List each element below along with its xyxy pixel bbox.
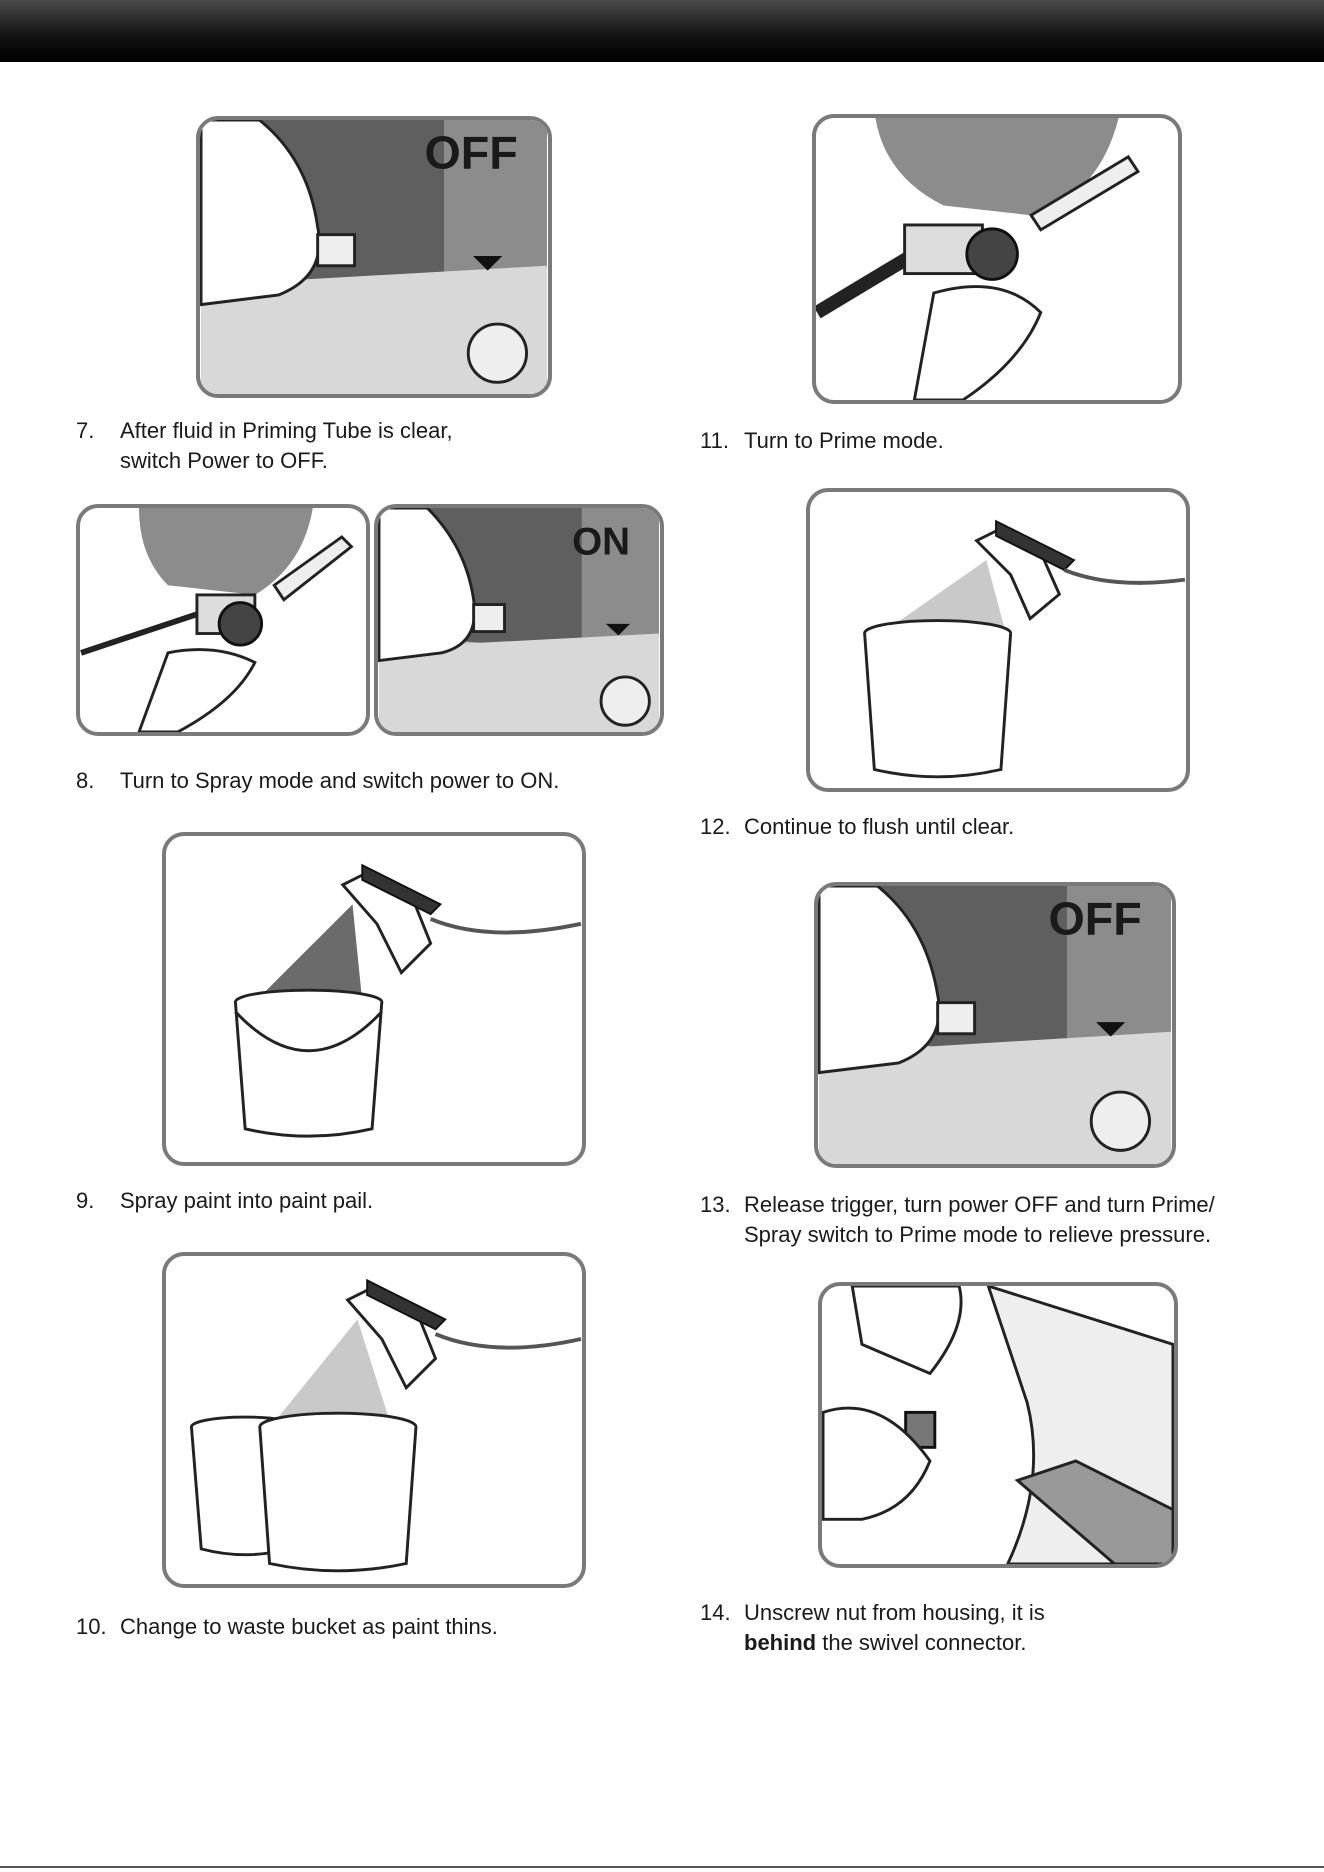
step8-text: Turn to Spray mode and switch power to ON. — [120, 768, 560, 793]
step12-text: Continue to flush until clear. — [744, 814, 1015, 839]
step10-text: Change to waste bucket as paint thins. — [120, 1614, 498, 1639]
step7-text-line1: After fluid in Priming Tube is clear, — [120, 418, 453, 443]
step10-caption — [76, 1612, 596, 1644]
step14-text-line2 — [744, 1628, 1026, 1658]
step14-text-line1: Unscrew nut from housing, it is — [744, 1600, 1045, 1625]
step7-panel-label: OFF — [424, 126, 518, 179]
footer-rule — [0, 1866, 1324, 1868]
step9-caption — [76, 1186, 576, 1218]
step7-number: 7. — [76, 418, 95, 443]
step13-text-line1: Release trigger, turn power OFF and turn Prime/ — [744, 1192, 1215, 1217]
step11-text: Turn to Prime mode. — [744, 428, 944, 453]
step9-number: 9. — [76, 1188, 95, 1213]
step14-caption — [700, 1598, 1200, 1660]
step14-number: 14. — [700, 1600, 731, 1625]
step11-number: 11. — [700, 428, 729, 453]
step11-illustration — [812, 114, 1182, 404]
step7-caption — [76, 416, 636, 478]
step8-panel-label: ON — [572, 520, 631, 564]
step12-illustration — [806, 488, 1190, 792]
step13-caption — [700, 1190, 1300, 1252]
step8-number: 8. — [76, 768, 95, 793]
step8-illustration-switch — [374, 504, 664, 736]
step8-caption — [76, 766, 656, 798]
step7-text-line2: switch Power to OFF. — [120, 448, 328, 473]
step14-illustration — [818, 1282, 1178, 1568]
step9-text: Spray paint into paint pail. — [120, 1188, 374, 1213]
step14-emphasis: behind — [744, 1630, 817, 1655]
step13-panel-label: OFF — [1048, 892, 1142, 945]
step8-illustration-dial — [76, 504, 370, 736]
step12-caption — [700, 812, 1120, 844]
step9-illustration — [162, 832, 586, 1166]
step13-illustration — [814, 882, 1176, 1168]
step11-caption — [700, 426, 1100, 458]
step7-illustration — [196, 116, 552, 398]
step10-illustration — [162, 1252, 586, 1588]
step10-number: 10. — [76, 1614, 107, 1639]
step13-text-line2: Spray switch to Prime mode to relieve pressure. — [744, 1222, 1212, 1247]
step14-text-line2-rest: the swivel connector. — [816, 1630, 1027, 1655]
step12-number: 12. — [700, 814, 731, 839]
header-bar — [0, 0, 1324, 62]
step13-number: 13. — [700, 1192, 731, 1217]
